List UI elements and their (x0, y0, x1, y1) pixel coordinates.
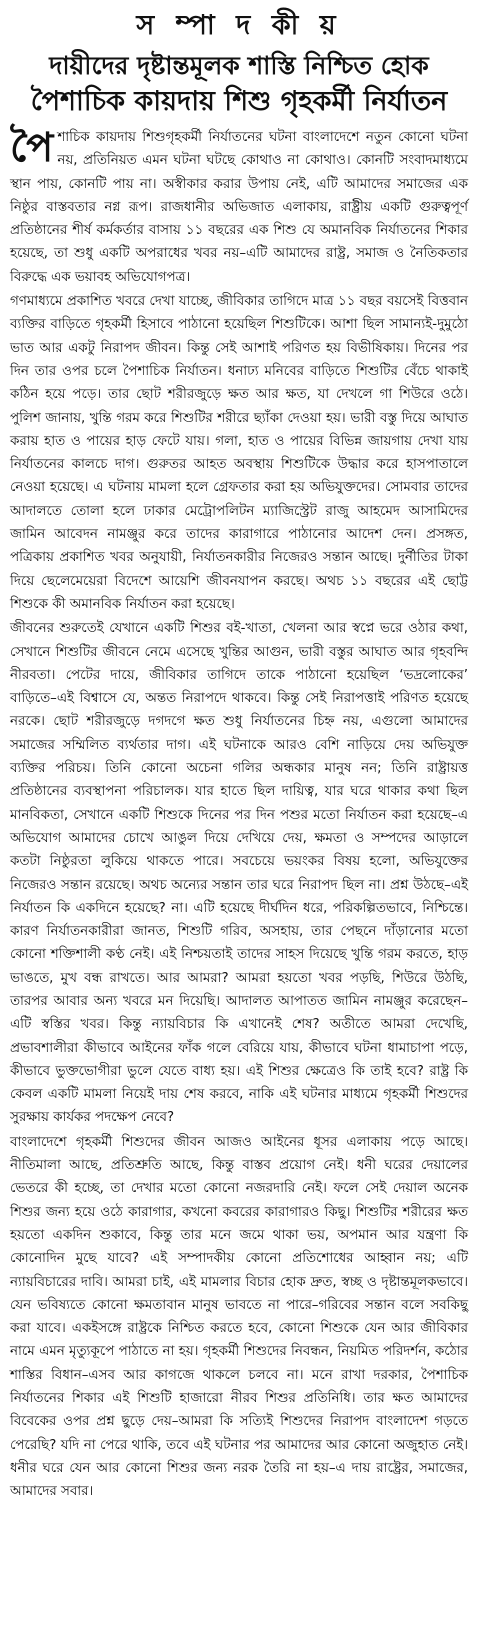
article-paragraph-3: জীবনের শুরুতেই যেখানে একটি শিশুর বই-খাতা, খেলনা আর স্বপ্নে ভরে ওঠার কথা, সেখানে শিশুটির জীবনে নেমে এসেছে খুন্তির আগুন, ভারী বস্তুর আঘাত আর গৃহবন্দি নীরবতা। পেটের দায়ে, জীবিকার তাগিদে তাকে পাঠানো হয়েছিল ‘ভদ্রলোকের’ বাড়িতে–এই বিশ্বাসে যে, অন্তত নিরাপদে থাকবে। কিন্তু সেই নিরাপত্তাই পরিণত হয়েছে নরকে। ছোট শরীরজুড়ে দগদগে ক্ষত শুধু নির্যাতনের চিহ্ন নয়, এগুলো আমাদের সমাজের সম্মিলিত ব্যর্থতার দাগ। এই ঘটনাকে আরও বেশি নাড়িয়ে দেয় অভিযুক্ত ব্যক্তির পরিচয়। তিনি কোনো অচেনা গলির অন্ধকার মানুষ নন; তিনি রাষ্ট্রায়ত্ত প্রতিষ্ঠানের ব্যবস্থাপনা পরিচালক। যার হাতে ছিল দায়িত্ব, যার ঘরে থাকার কথা ছিল মানবিকতা, সেখানে একটি শিশুকে দিনের পর দিন পশুর মতো নির্যাতন করা হয়েছে–এ অভিযোগ আমাদের চোখে আঙুল দিয়ে দেখিয়ে দেয়, ক্ষমতা ও সম্পদের আড়ালে কতটা নিষ্ঠুরতা লুকিয়ে থাকতে পারে। সবচেয়ে ভয়ংকর বিষয় হলো, অভিযুক্তের নিজেরও সন্তান রয়েছে। অথচ অন্যের সন্তান তার ঘরে নিরাপদ ছিল না। প্রশ্ন উঠছে–এই নির্যাতন কি একদিনে হয়েছে? না। এটি হয়েছে দীর্ঘদিন ধরে, পরিকল্পিতভাবে, নিশ্চিন্তে। কারণ নির্যাতনকারীরা জানত, শিশুটি গরিব, অসহায়, তার পেছনে দাঁড়ানোর মতো কোনো শক্তিশালী কণ্ঠ নেই। এই নিশ্চয়তাই তাদের সাহস দিয়েছে খুন্তি গরম করতে, হাড় ভাঙতে, মুখ বন্ধ রাখতে। আর আমরা? আমরা হয়তো খবর পড়ছি, শিউরে উঠছি, তারপর আবার অন্য খবরে মন দিয়েছি। আদালত আপাতত জামিন নামঞ্জুর করেছেন–এটি স্বস্তির খবর। কিন্তু ন্যায়বিচার কি এখানেই শেষ? অতীতে আমরা দেখেছি, প্রভাবশালীরা কীভাবে আইনের ফাঁক গলে বেরিয়ে যায়, কীভাবে ঘটনা ধামাচাপা পড়ে, কীভাবে ভুক্তভোগীরা ভুলে যেতে বাধ্য হয়। এই শিশুর ক্ষেত্রেও কি তাই হবে? রাষ্ট্র কি কেবল একটি মামলা নিয়েই দায় শেষ করবে, নাকি এই ঘটনার মাধ্যমে গৃহকর্মী শিশুদের সুরক্ষায় কার্যকর পদক্ষেপ নেবে? (10, 621, 468, 1126)
drop-cap: পৈ (10, 125, 54, 171)
article-paragraph-4: বাংলাদেশে গৃহকর্মী শিশুদের জীবন আজও আইনের ধূসর এলাকায় পড়ে আছে। নীতিমালা আছে, প্রতিশ্রুতি আছে, কিন্তু বাস্তব প্রয়োগ নেই। ধনী ঘরের দেয়ালের ভেতরে কী হচ্ছে, তা দেখার মতো কোনো নজরদারি নেই। ফলে সেই দেয়াল অনেক শিশুর জন্য হয়ে ওঠে কারাগার, কখনো কবরের কারাগারও কিছু। শিশুটির শরীরের ক্ষত হয়তো একদিন শুকাবে, কিন্তু তার মনে জমে থাকা ভয়, অপমান আর যন্ত্রণা কি কোনোদিন মুছে যাবে? এই সম্পাদকীয় কোনো প্রতিশোধের আহ্বান নয়; এটি ন্যায়বিচারের দাবি। আমরা চাই, এই মামলার বিচার হোক দ্রুত, স্বচ্ছ ও দৃষ্টান্তমূলকভাবে। যেন ভবিষ্যতে কোনো ক্ষমতাবান মানুষ ভাবতে না পারে–গরিবের সন্তান বলে সবকিছু করা যাবে। একইসঙ্গে রাষ্ট্রকে নিশ্চিত করতে হবে, কোনো শিশুকে যেন আর জীবিকার নামে এমন মৃত্যুকূপে পাঠাতে না হয়। গৃহকর্মী শিশুদের নিবন্ধন, নিয়মিত পরিদর্শন, কঠোর শাস্তির বিধান–এসব আর কাগজে থাকলে চলবে না। মনে রাখা দরকার, পৈশাচিক নির্যাতনের শিকার এই শিশুটি হাজারো নীরব শিশুর প্রতিনিধি। তার ক্ষত আমাদের বিবেকের ওপর প্রশ্ন ছুড়ে দেয়–আমরা কি সত্যিই শিশুদের নিরাপদ বাংলাদেশ গড়তে পেরেছি? যদি না পেরে থাকি, তবে এই ঘটনার পর আমাদের আর কোনো অজুহাত নেই। ধনীর ঘরে যেন আর কোনো শিশুর জন্য নরক তৈরি না হয়–এ দায় রাষ্ট্রের, সমাজের, আমাদের সবার। (10, 1134, 468, 1500)
section-header: স ম্পা দ কী য় (136, 10, 342, 41)
article-paragraph-2: গণমাধ্যমে প্রকাশিত খবরে দেখা যাচ্ছে, জীবিকার তাগিদে মাত্র ১১ বছর বয়সেই বিত্তবান ব্যক্তির বাড়িতে গৃহকর্মী হিসাবে পাঠানো হয়েছিল শিশুটিকে। আশা ছিল সামান্যই-দুমুঠো ভাত আর একটু নিরাপদ জীবন। কিন্তু সেই আশাই পরিণত হয় বিভীষিকায়। দিনের পর দিন তার ওপর চলে পৈশাচিক নির্যাতন। ধনাঢ্য মনিবের বাড়িতে শিশুটির বেঁচে থাকাই কঠিন হয়ে পড়ে। তার ছোট শরীরজুড়ে ক্ষত আর ক্ষত, যা দেখলে গা শিউরে ওঠে। পুলিশ জানায়, খুন্তি গরম করে শিশুটির শরীরে ছ্যাঁকা দেওয়া হয়। ভারী বস্তু দিয়ে আঘাত করায় হাত ও পায়ের হাড় ফেটে যায়। গলা, হাত ও পায়ের বিভিন্ন জায়গায় দেখা যায় নির্যাতনের কালচে দাগ। গুরুতর আহত অবস্থায় শিশুটিকে উদ্ধার করে হাসপাতালে নেওয়া হয়েছে। এ ঘটনায় মামলা হলে গ্রেফতার করা হয় অভিযুক্তদের। সোমবার তাদের আদালতে তোলা হলে ঢাকার মেট্রোপলিটন ম্যাজিস্ট্রেট রাজু আহমেদ আসামিদের জামিন আবেদন নামঞ্জুর করে তাদের কারাগারে পাঠানোর আদেশ দেন। প্রসঙ্গত, পত্রিকায় প্রকাশিত খবর অনুযায়ী, নির্যাতনকারীর নিজেরও সন্তান আছে। দুর্নীতির টাকা দিয়ে ছেলেমেয়েরা বিদেশে আয়েশি জীবনযাপন করছে। অথচ ১১ বছরের এই ছোট্ট শিশুকে কী অমানবিক নির্যাতন করা হয়েছে। (10, 294, 468, 612)
article-body (10, 126, 468, 1504)
headline-primary: দায়ীদের দৃষ্টান্তমূলক শাস্তি নিশ্চিত হোক (49, 51, 429, 80)
headline-secondary: পৈশাচিক কায়দায় শিশু গৃহকর্মী নির্যাতন (30, 86, 448, 117)
article-paragraph-1 (10, 126, 468, 289)
paragraph-1-text: শাচিক কায়দায় শিশুগৃহকর্মী নির্যাতনের ঘটনা বাংলাদেশে নতুন কোনো ঘটনা নয়, প্রতিনিয়ত এমন ঘটনা ঘটছে কোথাও না কোথাও। কোনটি সংবাদমাধ্যমে স্থান পায়, কোনটি পায় না। অস্বীকার করার উপায় নেই, এটি আমাদের সমাজের এক নিষ্ঠুর বাস্তবতার নগ্ন রূপ। রাজধানীর অভিজাত এলাকায়, রাষ্ট্রীয় একটি গুরুত্বপূর্ণ প্রতিষ্ঠানের শীর্ষ কর্মকর্তার বাসায় ১১ বছরের এক শিশু যে অমানবিক নির্যাতনের শিকার হয়েছে, তা শুধু একটি অপরাধের খবর নয়–এটি আমাদের রাষ্ট্র, সমাজ ও নৈতিকতার বিরুদ্ধে এক ভয়াবহ অভিযোগপত্র। (10, 130, 468, 285)
